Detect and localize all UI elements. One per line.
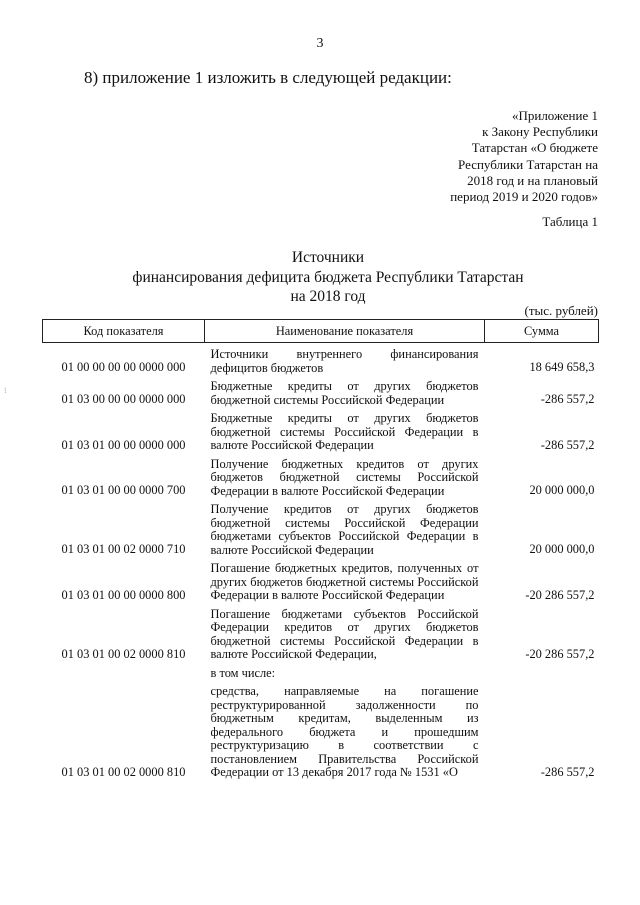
row-name: в том числе: [210,665,276,680]
row-sum: -286 557,2 [540,392,595,406]
row-code: 01 00 00 00 00 0000 000 [61,360,186,374]
table-row [43,500,599,557]
appendix-note [398,108,598,205]
title-line: Источники [291,249,365,266]
row-name: Бюджетные кредиты от других бюджетов бюджетной системы Российской Федерации [210,379,479,407]
table-row [43,409,599,453]
row-sum: -20 286 557,2 [525,587,595,602]
row-code: 01 03 01 00 02 0000 810 [61,646,186,661]
financing-sources-table [42,319,599,780]
row-sum: -20 286 557,2 [525,646,595,661]
appendix-note-line: Татарстан «О бюджете [471,140,598,156]
row-name: Погашение бюджетами субъектов Российской Федерации кредитов от других бюджетов бюджетной системы Российской Федерации в валюте Российской Федерации, [210,606,479,661]
row-code [43,664,205,681]
row-code: 01 03 01 00 00 0000 000 [61,437,186,452]
appendix-note-line: «Приложение 1 [511,108,598,123]
table-row [43,455,599,499]
appendix-note-line: к Закону Республики [482,124,598,140]
row-code: 01 03 00 00 00 0000 000 [61,392,186,406]
row-code: 01 03 01 00 00 0000 700 [61,483,186,497]
column-header-sum: Сумма [485,320,599,343]
row-sum [485,664,599,681]
appendix-note-line: период 2019 и 2020 годов» [450,189,598,205]
page-number: 3 [316,36,324,51]
column-header-code: Код показателя [43,320,205,343]
row-code: 01 03 01 00 02 0000 710 [61,542,186,556]
row-sum: -286 557,2 [540,437,595,452]
table-label: Таблица 1 [542,214,598,229]
title-line: финансирования дефицита бюджета Республики Татарстан [132,268,524,286]
table-row [43,559,599,603]
table-header-row [43,320,599,343]
row-name: Получение кредитов от других бюджетов бюджетной системы Российской Федерации бюджетами субъектов Российской Федерации в валюте Российской Федерации [210,502,479,557]
table-row [43,377,599,407]
scan-speck: ⁝ [4,386,7,395]
appendix-note-line: 2018 год и на плановый [467,172,598,188]
table-row [43,345,599,375]
document-title [100,248,556,307]
row-name: Погашение бюджетных кредитов, полученных от других бюджетов бюджетной системы Российской Федерации в валюте Российской Федерации [210,561,479,602]
units-label: (тыс. рублей) [524,303,598,318]
row-sum: -286 557,2 [540,764,595,779]
column-header-name: Наименование показателя [205,320,485,343]
row-name: Бюджетные кредиты от других бюджетов бюджетной системы Российской Федерации в валюте Российской Федерации [210,411,479,452]
row-name: Источники внутреннего финансирования дефицитов бюджетов [210,347,479,375]
row-sum: 18 649 658,3 [529,360,595,374]
appendix-note-line: Республики Татарстан на [458,156,598,172]
table-row [43,682,599,780]
row-code: 01 03 01 00 00 0000 800 [61,587,186,602]
table-row [43,664,599,681]
row-sum: 20 000 000,0 [529,542,595,556]
row-name: Получение бюджетных кредитов от других бюджетов бюджетной системы Российской Федерации в валюте Российской Федерации [210,456,479,498]
row-sum: 20 000 000,0 [529,483,595,497]
amendment-intro: 8) приложение 1 изложить в следующей редакции: [84,68,452,87]
row-code: 01 03 01 00 02 0000 810 [61,764,186,779]
title-line: на 2018 год [290,288,366,305]
table-row [43,605,599,662]
row-name: средства, направляемые на погашение реструктурированной задолженности по бюджетным кредитам, выделенным из федерального бюджета и прошедшим реструктуризацию в соответствии с постановлением Правительства Российской Федерации от 13 декабря 2017 года № 1531 «О [210,684,479,779]
